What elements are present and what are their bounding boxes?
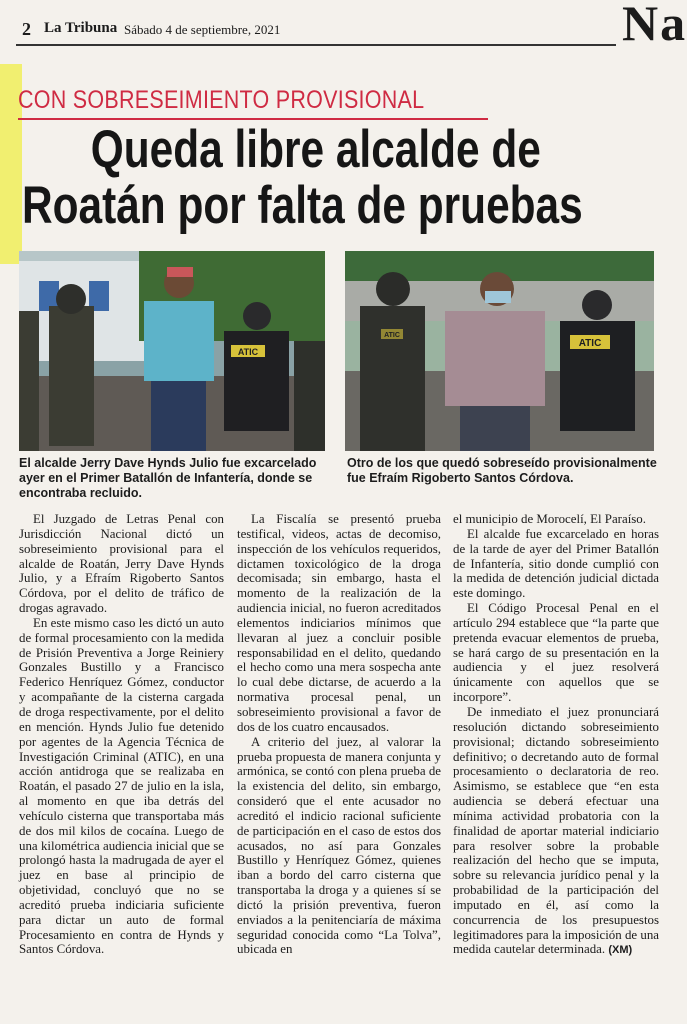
- paragraph: El alcalde fue excarcelado en horas de la tarde de ayer del Primer Batallón de Infantería, sitio donde cumplió con la medida de detención judicial dictada este domingo.: [453, 526, 659, 601]
- paragraph-last: [453, 705, 659, 958]
- article-column-3: [453, 512, 659, 958]
- page-header: [0, 0, 687, 51]
- caption-right: Otro de los que quedó sobreseído provisionalmente fue Efraím Rigoberto Santos Córdova.: [347, 456, 657, 485]
- photo-right: [345, 251, 654, 451]
- caption-left: El alcalde Jerry Dave Hynds Julio fue excarcelado ayer en el Primer Batallón de Infantería, donde se encontraba recluido.: [19, 456, 317, 500]
- photo-left: [19, 251, 325, 451]
- issue-date: Sábado 4 de septiembre, 2021: [124, 22, 281, 37]
- paragraph: El Código Procesal Penal en el artículo 294 establece que “la parte que pretenda evacuar elementos de prueba, se hará cargo de su presentación en la audiencia y el juez resolverá únicamente con aquellos que se incorpore”.: [453, 601, 659, 705]
- paragraph: A criterio del juez, al valorar la prueba propuesta de manera conjunta y armónica, se contó con plena prueba de la existencia del delito, sin embargo, consideró que el ente acusador no acreditó el indicio racional suficiente de participación en el caso de estos dos acusados, no así para Gonzales Bustillo y Henríquez Gómez, quienes iban a bordo del carro cisterna que transportaba la droga y a quienes sí se dictó la prisión preventiva, fueron enviados a la penitenciaría de máxima seguridad conocida como “La Tolva”, ubicada en: [237, 734, 441, 957]
- page-number: 2: [22, 19, 31, 39]
- atic-badge-soldier: ATIC: [384, 332, 400, 339]
- paragraph-text: De inmediato el juez pronunciará resolución dictando sobreseimiento provisional; dictando sobreseimiento definitivo; o decretando auto de formal procesamiento o declaratoria de reo. Asimismo, se establece que “en esta audiencia se deberá efectuar una mínima actividad probatoria con la finalidad de aportar material indiciario para resolver sobre la probable realización del hecho que se imputa, sobre su relevancia jurídico penal y la probabilidad de la participación del imputado en él, así como la concurrencia de los presupuestos legitimadores para la imposición de una medida cautelar determinada.: [453, 704, 659, 957]
- atic-badge-right: ATIC: [578, 338, 602, 349]
- header-rule: [16, 44, 616, 46]
- paragraph: La Fiscalía se presentó prueba testifical, videos, actas de decomiso, inspección de los vehículos requeridos, dictamen toxicológico de la droga decomisada; sin embargo, hasta el momento de la realización de la audiencia inicial, no fueron acreditados elementos indiciarios mínimos que llevaran al juez a concluir posible responsabilidad en el delito, quedando el hecho como una mera sospecha ante lo cual debe dictarse, de acuerdo a la normativa procesal penal, un sobreseimiento provisional a favor de dos de los cuatro encausados.: [237, 512, 441, 734]
- headline-line-2: Roatán por falta de pruebas: [22, 176, 583, 235]
- paragraph-continued: el municipio de Morocelí, El Paraíso.: [453, 512, 646, 526]
- partial-section-title: Na: [622, 0, 687, 51]
- paragraph: El Juzgado de Letras Penal con Jurisdicción Nacional dictó un sobreseimiento provisional para el alcalde de Roatán, Jerry Dave Hynds Julio, y a Efraím Rigoberto Santos Córdova, por el delito de tráfico de drogas agravado.: [19, 512, 224, 616]
- newspaper-name: La Tribuna: [44, 20, 118, 36]
- author-signature: (XM): [608, 944, 633, 957]
- article-column-1: [19, 512, 224, 957]
- article-column-2: [237, 512, 441, 957]
- headline-line-1: Queda libre alcalde de: [90, 120, 541, 179]
- kicker: CON SOBRESEIMIENTO PROVISIONAL: [18, 86, 425, 114]
- headline: [22, 122, 662, 234]
- paragraph: En este mismo caso les dictó un auto de formal procesamiento con la medida de Prisión Preventiva a Jorge Reiniery Gonzales Bustillo y a Francisco Federico Henríquez Gómez, conductor y acompañante de la cisterna cargada de droga respectivamente, por el delito en mención. Hynds Julio fue detenido por agentes de la Agencia Técnica de Investigación Criminal (ATIC), en una acción antidroga que se realizaba en Roatán, el pasado 27 de julio en la isla, al momento en que iba detrás del vehículo cisterna que transportaba más de dos mil kilos de cocaína. Luego de una kilométrica audiencia inicial que se prolongó hasta la madrugada de ayer el juez en base al principio de objetividad, concluyó que no se acreditó prueba indiciaria suficiente para dictar un auto de formal Procesamiento en contra de Hynds y Santos Córdova.: [19, 615, 224, 957]
- atic-badge-left: ATIC: [237, 347, 259, 357]
